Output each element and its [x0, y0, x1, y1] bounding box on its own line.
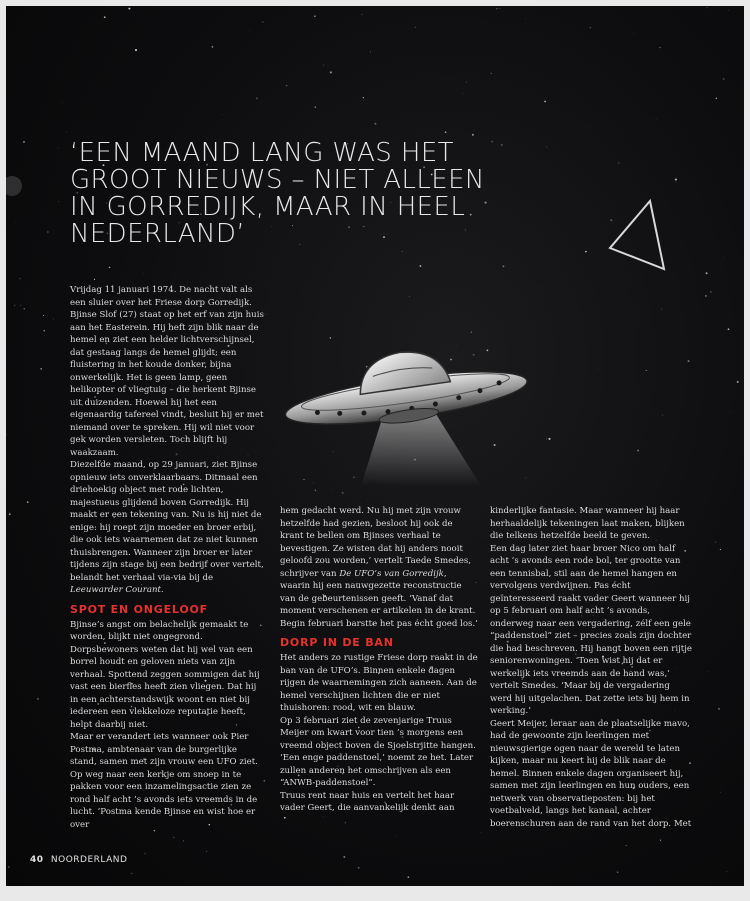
star — [14, 305, 16, 307]
star — [58, 148, 59, 149]
star — [315, 106, 316, 107]
star — [716, 98, 717, 99]
paragraph: Een dag later ziet haar broer Nico om half acht ’s avonds een rode bol, ter grootte van een tennisbal, stil aan de hemel hangen en vervolgens verdwijnen. Pas écht geïnteresseerd raakt vader Geert wanneer hij op 5 februari om half acht ’s avonds, onderweg naar een vergadering, zélf een gele “paddenstoel” ziet – precies zoals zijn dochter die had beschreven. Hij hangt boven een rijtje seniorenwoningen. ‘Toen wist hij dat er werkelijk iets vreemds aan de hand was,’ vertelt Smedes. ‘Maar bij de vergadering werd hij uitgelachen. Dat zette iets bij hem in werking.’ — [490, 543, 692, 716]
star — [618, 162, 619, 163]
star — [720, 792, 721, 793]
paragraph: Bjinse’s angst om belachelijk gemaakt te worden, blijkt niet ongegrond. Dorpsbewoners weten dat hij wel van een borrel houdt en geloven niets van zijn verhaal. Spottend zeggen sommigen dat hij vast een bierfles heeft zien vliegen. Dat hij in een achterstandswijk woont en niet bij iedereen een vlekkeloze reputatie heeft, helpt daarbij niet. — [70, 619, 260, 730]
star — [8, 866, 10, 868]
star — [43, 315, 44, 316]
star — [718, 708, 720, 710]
star — [128, 8, 130, 10]
star — [256, 97, 258, 99]
star — [173, 837, 174, 838]
star — [374, 123, 376, 125]
star — [183, 840, 184, 841]
star — [212, 46, 214, 48]
star — [47, 231, 48, 232]
star — [720, 549, 721, 550]
star — [728, 10, 729, 11]
article-column-3 — [490, 505, 694, 830]
star — [262, 22, 263, 23]
star — [723, 78, 725, 80]
star — [656, 119, 657, 120]
star — [222, 114, 223, 115]
star — [358, 867, 360, 869]
star — [728, 328, 730, 330]
star — [323, 65, 324, 66]
paragraph: Maar er verandert iets wanneer ook Pier Postma, ambtenaar van de burgerlijke stand, samen met zijn vrouw een UFO ziet. Op weg naar een kerkje om snoep in te pakken voor een inzamelingsactie zien ze rond half acht ’s avonds iets vreemds in de lucht. ‘Postma kende Bjinse en wist hoe er over — [70, 732, 258, 830]
star — [715, 542, 716, 543]
star — [104, 16, 106, 18]
star — [710, 291, 711, 292]
star — [590, 27, 591, 28]
star — [585, 251, 587, 253]
star — [135, 49, 137, 51]
star — [499, 8, 500, 9]
paragraph: hem gedacht werd. Nu hij met zijn vrouw hetzelfde had gezien, besloot hij ook de krant te bellen om Bjinses verhaal te bevestigen. Ze wisten dat hij anders nooit geloofd zou worden,’ vertelt Taede Smedes, schrijver van De UFO’s van Gorredijk, waarin hij een nauwgezette reconstructie van de gebeurtenissen geeft. ‘Vanaf dat moment verschenen er artikelen in de krant. Begin februari barstte het pas écht goed los.’ — [280, 506, 478, 629]
star — [345, 822, 347, 824]
star — [20, 305, 21, 306]
triangle-ufo-icon — [606, 198, 670, 272]
article-column-2 — [280, 505, 478, 815]
star — [44, 330, 45, 331]
star — [501, 144, 502, 145]
paragraph: Diezelfde maand, op 29 januari, ziet Bjinse opnieuw iets onverklaarbaars. Ditmaal een driehoekig object met rode lichten, majestueus glijdend boven Gorredijk. Hij maakt er een tekening van. Nu is hij niet de enige: hij roept zijn moeder en broer erbij, die ook iets waarnemen dat ze niet kunnen thuisbrengen. Wanneer zijn broer er later tijdens zijn stage bij een bedrijf over vertelt, belandt het verhaal via-via bij de Leeuwarder Courant. — [70, 460, 264, 595]
glow — [6, 176, 22, 196]
star — [131, 873, 132, 874]
star — [286, 85, 287, 86]
star — [402, 251, 403, 252]
magazine-name: NOORDERLAND — [50, 855, 128, 865]
star — [617, 871, 619, 873]
star — [37, 698, 39, 700]
star — [707, 7, 708, 8]
star — [206, 851, 207, 852]
star — [705, 295, 707, 297]
star — [688, 360, 690, 362]
star — [626, 845, 627, 846]
star — [19, 278, 21, 280]
star — [314, 15, 315, 16]
star — [27, 501, 29, 503]
star — [496, 8, 497, 9]
star — [544, 101, 546, 103]
paragraph: Vrijdag 11 januari 1974. De nacht valt als een sluier over het Friese dorp Gorredijk. Bjinse Slof (27) staat op het erf van zijn huis aan het Easterein. Hij heft zijn blik naar de hemel en ziet een helder lichtverschijnsel, dat gestaag langs de hemel glijdt; een fluistering in het koude donker, bijna onwerkelijk. Het is geen lamp, geen helikopter of vliegtuig – die herkent Bjinse uit duizenden. Hoewel hij het een eigenaardig tafereel vindt, besluit hij er met niemand over te spreken. Hij wil niet voor gek worden versleten. Toch blijft hij waakzaam. — [70, 285, 264, 458]
star — [408, 876, 410, 878]
star — [342, 492, 344, 494]
star — [9, 513, 11, 515]
star — [40, 368, 42, 370]
newspaper-title: Leeuwarder Courant — [70, 585, 161, 595]
star — [323, 816, 324, 817]
paragraph: Het anders zo rustige Friese dorp raakt in de ban van de UFO’s. Binnen enkele dagen rijgen de waarnemingen zich aaneen. Aan de hemel verschijnen lichten die er niet thuishoren: rood, wit en blauw. — [280, 653, 478, 713]
star — [548, 438, 550, 440]
star — [58, 201, 59, 202]
subheading-dorp-in-de-ban: DORP IN DE BAN — [280, 636, 394, 649]
star — [466, 81, 467, 82]
star — [53, 319, 54, 320]
star — [395, 836, 396, 837]
star — [471, 332, 472, 333]
star — [546, 439, 547, 440]
star — [370, 51, 371, 52]
star — [662, 415, 663, 416]
star — [445, 131, 447, 133]
headline: ‘EEN MAAND LANG WAS HET GROOT NIEUWS – NIET ALLEEN IN GORREDIJK, MAAR IN HEEL NEDERLAND’ — [70, 138, 485, 249]
star — [661, 309, 662, 310]
star — [725, 162, 726, 163]
star — [409, 296, 410, 297]
paragraph: Op 3 februari ziet de zevenjarige Truus Meijer om kwart voor tien ’s morgens een vreemd object boven de Sjoelstrjitte hangen. ‘Een enge paddenstoel,’ noemt ze het. Later zullen anderen het omschrijven als een “ANWB-paddenstoel”. — [280, 715, 476, 788]
star — [6, 434, 7, 435]
book-title: De UFO’s van Gorredijk — [339, 568, 444, 579]
star — [24, 308, 25, 309]
flying-saucer-illustration — [276, 336, 536, 486]
star — [94, 279, 95, 280]
star — [145, 853, 146, 854]
star — [723, 257, 724, 258]
subheading-spot-en-ongeloof: SPOT EN ONGELOOF — [70, 602, 208, 616]
star — [706, 272, 708, 274]
star — [250, 30, 251, 31]
star — [502, 265, 504, 267]
star — [343, 856, 345, 858]
star — [63, 781, 64, 782]
page-number: 40 — [30, 855, 44, 865]
star — [419, 265, 421, 267]
article-column-1 — [70, 284, 266, 831]
star — [707, 671, 708, 672]
star — [362, 14, 363, 15]
star — [660, 840, 661, 841]
magazine-page — [6, 6, 744, 886]
page-footer — [30, 855, 127, 865]
star — [472, 134, 474, 136]
star — [481, 832, 482, 833]
star — [109, 267, 111, 269]
star — [526, 19, 527, 20]
star — [491, 73, 492, 74]
star — [491, 141, 493, 143]
star — [330, 71, 332, 73]
star — [62, 102, 63, 103]
star — [16, 222, 17, 223]
paragraph: Geert Meijer, leraar aan de plaatselijke mavo, had de gewoonte zijn leerlingen met nieuwsgierige ogen naar de wereld te laten kijken, maar nu keert hij de blik naar de hemel. Binnen enkele dagen organiseert hij, samen met zijn leerlingen en hun ouders, een netwerk van observatieposten: bij het voetbalveld, langs het kanaal, achter boerenschuren aan de rand van het dorp. Met — [490, 718, 692, 829]
paragraph: kinderlijke fantasie. Maar wanneer hij haar herhaaldelijk tekeningen laat maken, blijken die telkens hetzelfde beeld te geven. — [490, 506, 685, 541]
star — [284, 817, 286, 819]
star — [130, 39, 131, 40]
star — [659, 47, 661, 49]
star — [315, 490, 317, 492]
star — [546, 147, 547, 148]
star — [463, 93, 464, 94]
star — [737, 381, 739, 383]
star — [368, 499, 369, 500]
star — [363, 97, 364, 98]
star — [23, 141, 25, 143]
star — [637, 450, 639, 452]
paragraph: Truus rent naar huis en vertelt het haar vader Geert, die aanvankelijk denkt aan — [280, 790, 455, 813]
star — [66, 132, 67, 133]
star — [415, 27, 416, 28]
star — [598, 368, 599, 369]
star — [675, 179, 677, 181]
star — [646, 370, 647, 371]
star — [589, 126, 590, 127]
star — [727, 871, 728, 872]
